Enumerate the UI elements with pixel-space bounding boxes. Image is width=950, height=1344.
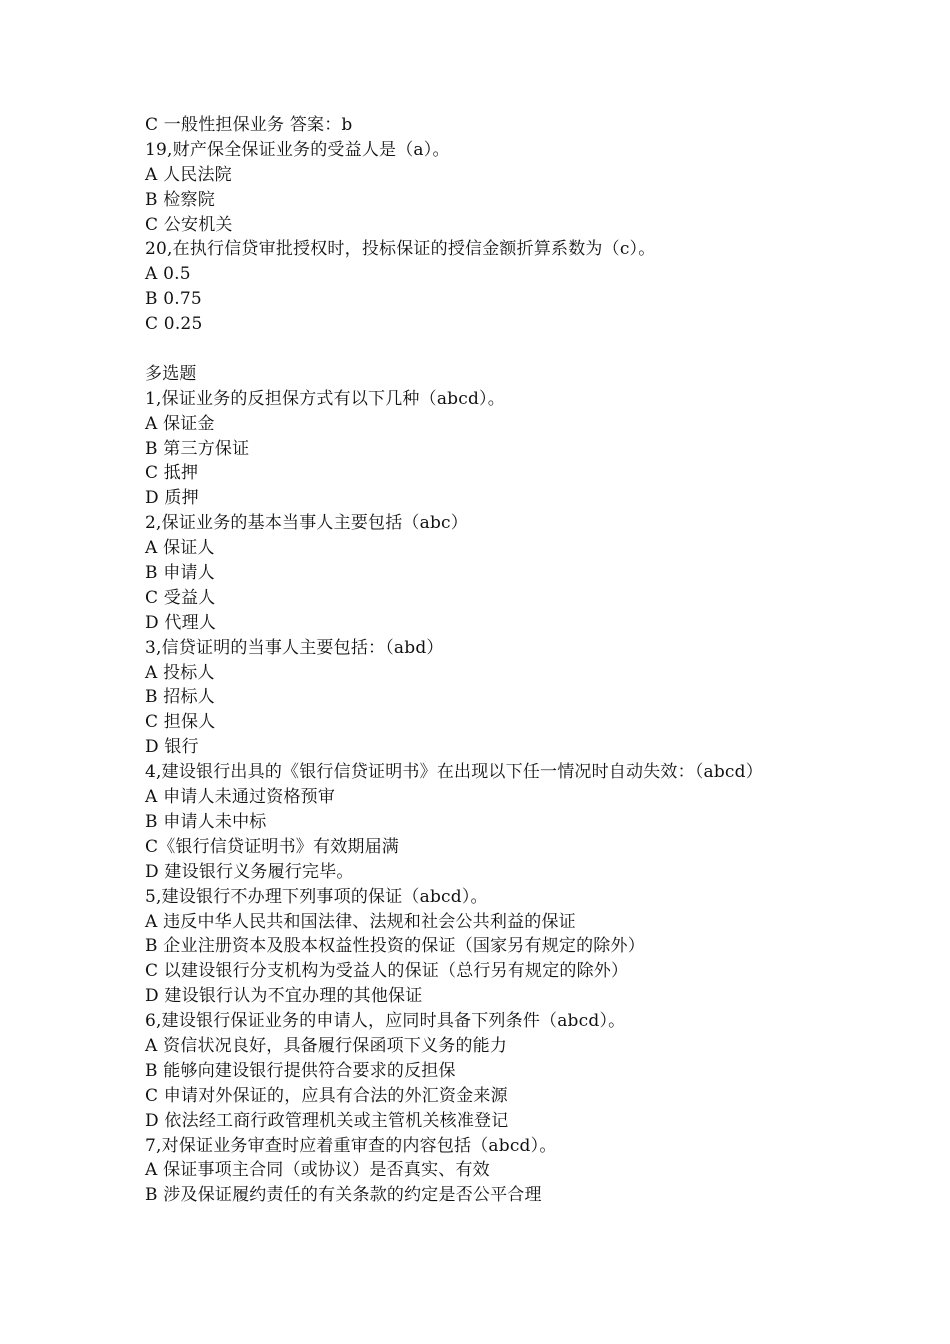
question-5: 5,建设银行不办理下列事项的保证（abcd）。 xyxy=(145,886,488,907)
option-line: D 建设银行义务履行完毕。 xyxy=(145,861,354,882)
option-line: B 能够向建设银行提供符合要求的反担保 xyxy=(145,1060,456,1081)
question-7: 7,对保证业务审查时应着重审查的内容包括（abcd）。 xyxy=(145,1135,557,1156)
option-line: A 0.5 xyxy=(145,264,191,285)
option-line: B 检察院 xyxy=(145,189,215,210)
option-line: C 担保人 xyxy=(145,712,216,733)
document-body xyxy=(145,113,905,1208)
option-line: C 抵押 xyxy=(145,463,199,484)
question-4: 4,建设银行出具的《银行信贷证明书》在出现以下任一情况时自动失效：（abcd） xyxy=(145,762,763,783)
blank-line xyxy=(145,337,905,362)
option-line: B 申请人未中标 xyxy=(145,811,267,832)
option-line: A 保证人 xyxy=(145,538,215,559)
option-line: B 企业注册资本及股本权益性投资的保证（国家另有规定的除外） xyxy=(145,936,645,957)
option-line: C 0.25 xyxy=(145,314,203,335)
option-line: B 招标人 xyxy=(145,687,215,708)
option-line: A 投标人 xyxy=(145,662,215,683)
option-line: B 涉及保证履约责任的有关条款的约定是否公平合理 xyxy=(145,1185,542,1206)
option-line: D 银行 xyxy=(145,737,199,758)
option-line: A 申请人未通过资格预审 xyxy=(145,787,336,808)
option-line: D 质押 xyxy=(145,488,199,509)
option-line: B 0.75 xyxy=(145,289,202,310)
option-line: D 代理人 xyxy=(145,612,217,633)
option-line: D 依法经工商行政管理机关或主管机关核准登记 xyxy=(145,1110,509,1131)
question-6: 6,建设银行保证业务的申请人，应同时具备下列条件（abcd）。 xyxy=(145,1011,626,1032)
option-line: B 申请人 xyxy=(145,563,215,584)
question-3: 3,信贷证明的当事人主要包括：（abd） xyxy=(145,637,444,658)
option-line: A 违反中华人民共和国法律、法规和社会公共利益的保证 xyxy=(145,911,576,932)
question-2: 2,保证业务的基本当事人主要包括（abc） xyxy=(145,513,468,534)
option-line: C 受益人 xyxy=(145,587,216,608)
section-heading-multiple-choice: 多选题 xyxy=(145,363,197,384)
answer-line: C 一般性担保业务 答案：b xyxy=(145,115,353,135)
question-20: 20,在执行信贷审批授权时，投标保证的授信金额折算系数为（c）。 xyxy=(145,239,656,260)
option-line: C 公安机关 xyxy=(145,214,233,235)
option-line: C 申请对外保证的，应具有合法的外汇资金来源 xyxy=(145,1085,508,1106)
option-line: A 资信状况良好，具备履行保函项下义务的能力 xyxy=(145,1035,508,1056)
option-line: C《银行信贷证明书》有效期届满 xyxy=(145,836,400,857)
option-line: A 人民法院 xyxy=(145,164,232,185)
option-line: C 以建设银行分支机构为受益人的保证（总行另有规定的除外） xyxy=(145,961,629,982)
option-line: A 保证金 xyxy=(145,413,215,434)
option-line: A 保证事项主合同（或协议）是否真实、有效 xyxy=(145,1160,490,1181)
question-19: 19,财产保全保证业务的受益人是（a）。 xyxy=(145,139,450,160)
option-line: B 第三方保证 xyxy=(145,438,250,459)
option-line: D 建设银行认为不宜办理的其他保证 xyxy=(145,986,423,1007)
question-1: 1,保证业务的反担保方式有以下几种（abcd）。 xyxy=(145,388,505,409)
